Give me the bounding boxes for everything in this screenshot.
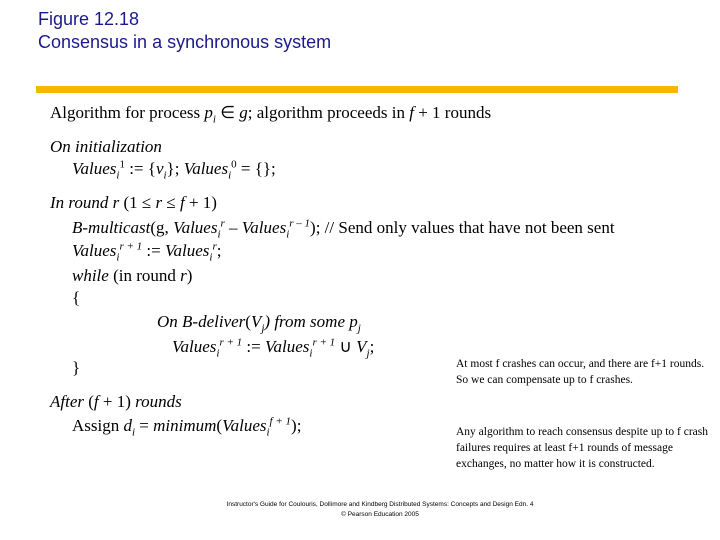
superscript: r + 1	[312, 336, 336, 349]
text: –	[224, 218, 242, 237]
b-deliver-line	[157, 312, 361, 335]
values-copy-line	[72, 240, 222, 264]
on-initialization-line	[50, 137, 162, 157]
text: B-multicast	[72, 218, 151, 237]
close-brace	[72, 358, 80, 378]
superscript: r – 1	[289, 217, 311, 230]
text: r	[155, 193, 163, 212]
algorithm-header	[50, 103, 492, 126]
text: f	[409, 103, 414, 122]
init-assignment-line	[72, 158, 276, 182]
superscript: r	[220, 217, 225, 230]
text: minimum	[153, 416, 217, 435]
text: Assign	[72, 416, 124, 435]
text: };	[166, 159, 184, 178]
subscript: i	[163, 169, 167, 182]
text: ;	[369, 337, 375, 356]
text: =	[135, 416, 154, 435]
text: rounds	[135, 392, 182, 411]
subscript: i	[228, 169, 232, 182]
text: V	[250, 312, 262, 331]
text: + 1 rounds	[413, 103, 492, 122]
subscript: i	[286, 228, 290, 241]
subscript: j	[261, 322, 265, 335]
text: }	[72, 358, 81, 377]
text: :=	[242, 337, 265, 356]
text: ∈	[215, 103, 240, 122]
text: (	[245, 312, 251, 331]
note-lower-bound: Any algorithm to reach consensus despite up to f crash failures requires at least f+1 rounds of message exchanges, no matter how it is constructed.	[456, 426, 708, 470]
values-union-line	[172, 336, 375, 360]
text: {	[72, 288, 81, 307]
text: ) from some	[264, 312, 350, 331]
round-header-line	[50, 193, 217, 213]
text: (1 ≤	[119, 193, 156, 212]
superscript: 0	[231, 158, 237, 171]
text: (	[216, 416, 223, 435]
text: V	[356, 337, 367, 356]
subscript: i	[209, 251, 213, 264]
subscript: i	[216, 347, 220, 360]
text: f	[179, 193, 185, 212]
text: :=	[142, 241, 165, 260]
subscript: i	[116, 169, 120, 182]
text: In round r	[50, 193, 120, 212]
text: Values	[264, 337, 310, 356]
text: Values	[173, 218, 218, 237]
subscript: i	[309, 347, 313, 360]
subscript: j	[357, 322, 361, 335]
text: := {	[124, 159, 156, 178]
text: d	[123, 416, 132, 435]
text: Values	[172, 337, 217, 356]
text: On B-deliver	[157, 312, 246, 331]
superscript: 1	[119, 158, 125, 171]
text: ; algorithm proceeds in	[247, 103, 410, 122]
while-line	[72, 266, 192, 286]
text: while	[72, 266, 109, 285]
text: Values	[164, 241, 210, 260]
footer	[170, 500, 590, 520]
text: f	[93, 392, 99, 411]
text: )	[186, 266, 193, 285]
text: );	[291, 416, 302, 435]
text: + 1)	[184, 193, 217, 212]
text: g	[239, 103, 248, 122]
superscript: r + 1	[219, 336, 243, 349]
subscript: i	[131, 426, 136, 439]
subscript: i	[266, 426, 270, 439]
text: v	[155, 159, 164, 178]
text: Values	[183, 159, 229, 178]
subscript: i	[212, 113, 216, 126]
text: r	[180, 266, 187, 285]
assign-decision-line	[72, 415, 302, 439]
open-brace	[72, 288, 80, 308]
b-multicast-line	[72, 217, 615, 241]
text: Values	[72, 159, 117, 178]
text: (in round	[108, 266, 181, 285]
text: = {};	[236, 159, 276, 178]
text: Values	[241, 218, 287, 237]
text: ≤	[162, 193, 180, 212]
subscript: i	[116, 251, 120, 264]
footer-copyright: © Pearson Education 2005	[341, 511, 419, 518]
footer-citation: Instructor's Guide for Coulouris, Dollimore and Kindberg Distributed Systems: Concepts and Design Edn. 4	[226, 501, 534, 508]
text: ); // Send only values that have not been sent	[310, 218, 615, 237]
figure-caption: Consensus in a synchronous system	[38, 32, 332, 52]
figure-number: Figure 12.18	[38, 9, 140, 29]
text: Algorithm for process	[50, 103, 205, 122]
text: After	[50, 392, 84, 411]
text: (g,	[150, 218, 174, 237]
text: p	[204, 103, 213, 122]
superscript: r	[212, 240, 217, 253]
text: (	[84, 392, 94, 411]
text: On initialization	[50, 137, 162, 156]
text: + 1)	[98, 392, 136, 411]
superscript: r + 1	[119, 240, 143, 253]
superscript: f + 1	[269, 415, 292, 428]
after-rounds-line	[50, 392, 182, 412]
text: Values	[72, 241, 117, 260]
note-crashes: At most f crashes can occur, and there are f+1 rounds. So we can compensate up to f crashes.	[456, 358, 705, 386]
subscript: j	[366, 347, 370, 360]
text: ∪	[335, 337, 357, 356]
text: p	[349, 312, 358, 331]
text: Values	[222, 416, 267, 435]
subscript: i	[217, 228, 221, 241]
text: ;	[216, 241, 222, 260]
